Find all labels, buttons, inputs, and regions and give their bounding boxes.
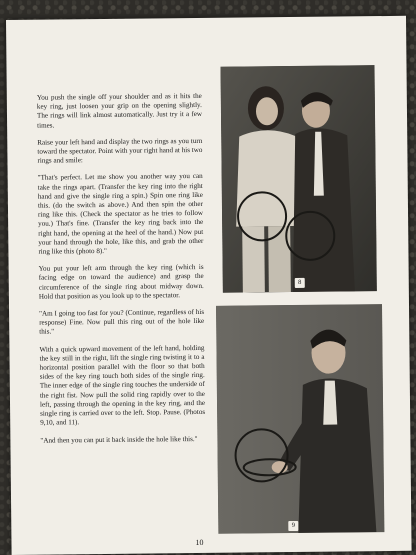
photo-9-image	[216, 304, 384, 534]
paragraph: With a quick upward movement of the left hand, holding the key still in the right, lift the single ring twisting it to a horizontal position parallel with the floor so that both sides of the key ring touch both sides of the single ring. The inner edge of the single ring touches the underside of the right fist. Now pull the solid ring rapidly over to the left, passing through the opening in the key ring, and the single ring is carried over to the left. Stop. Pause. (Photos 9,10, and 11).	[39, 343, 206, 427]
photo-number: 8	[295, 278, 305, 288]
paragraph: "Am I going too fast for you? (Continue, regardless of his response) Fine. Now pull this ring out of the hole like this."	[39, 308, 205, 337]
photo-number: 9	[288, 521, 298, 531]
paragraph: You push the single off your shoulder and as it hits the key ring, just loosen your grip on the opening slightly. The rings will link almost automatically. Just try it a few times.	[36, 91, 203, 130]
photo-8	[221, 65, 377, 293]
text-column	[37, 92, 206, 453]
paragraph: "And then you can put it back inside the hole like this."	[40, 434, 198, 445]
paragraph: Raise your left hand and display the two rings as you turn toward the spectator. Point with your right hand at his two rings and smile:	[37, 136, 203, 165]
photo-8-image	[221, 65, 377, 293]
paragraph: You put your left arm through the key ring (which is facing edge on toward the audience) and grasp the circumference of the single ring about midway down. Hold that position as you look up to the spectator.	[38, 263, 204, 301]
page-number: 10	[195, 537, 204, 548]
paragraph: "That's perfect. Let me show you another way you can take the rings apart. (Transfer the key ring into the right hand and give the single ring a spin.) Spin one ring like this. (do the switch as above.) And then spin the other ring like this. (Check the spectator as he tries to follow you.) That's fine. (Transfer the key ring back into the right hand, the opening at the heel of the hand.) Now put your hand through the hole, like this, and grab the other ring like this (photo 8)."	[37, 172, 204, 256]
photo-9	[216, 304, 384, 534]
book-page	[6, 16, 412, 555]
